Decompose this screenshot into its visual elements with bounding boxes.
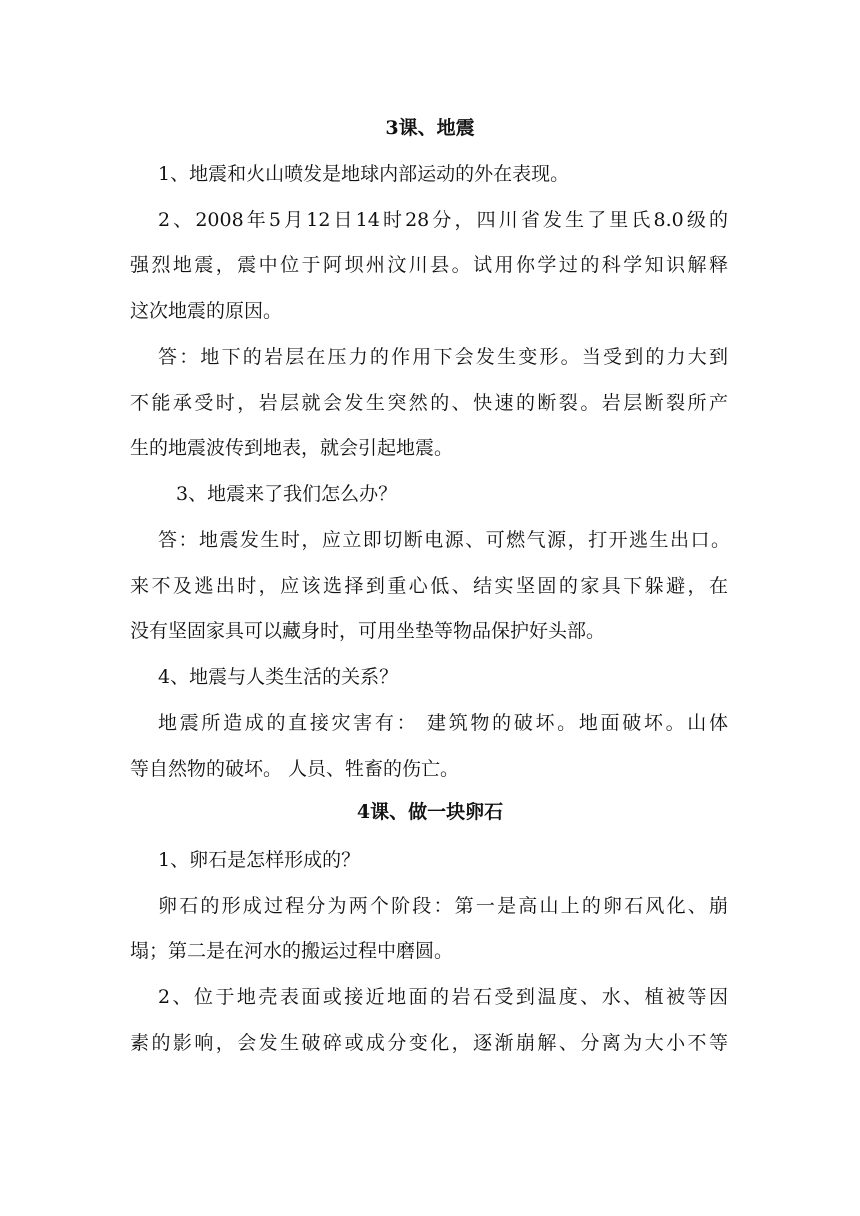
paragraph-line: 答：地下的岩层在压力的作用下会发生变形。当受到的力大到	[158, 346, 728, 368]
paragraph-line: 这次地震的原因。	[130, 300, 283, 322]
section-title-lesson-4: 4课、做一块卵石	[356, 801, 504, 823]
paragraph-line: 等自然物的破坏。 人员、牲畜的伤亡。	[130, 758, 460, 780]
paragraph-line: 强烈地震，震中位于阿坝州汶川县。试用你学过的科学知识解释	[130, 254, 728, 276]
paragraph-line: 2、位于地壳表面或接近地面的岩石受到温度、水、植被等因	[158, 986, 728, 1008]
section-title-lesson-3: 3课、地震	[385, 117, 475, 139]
paragraph-line: 塌；第二是在河水的搬运过程中磨圆。	[130, 940, 454, 962]
paragraph-line: 4、地震与人类生活的关系？	[158, 666, 399, 688]
paragraph-line: 3、地震来了我们怎么办？	[176, 483, 398, 505]
paragraph-line: 1、地震和火山喷发是地球内部运动的外在表现。	[158, 163, 570, 185]
paragraph-line: 素的影响，会发生破碎或成分变化，逐渐崩解、分离为大小不等	[130, 1032, 728, 1054]
paragraph-line: 2、2008年5月12日14时28分，四川省发生了里氏8.0级的	[158, 209, 728, 231]
paragraph-line: 不能承受时，岩层就会发生突然的、快速的断裂。岩层断裂所产	[130, 392, 728, 414]
paragraph-line: 卵石的形成过程分为两个阶段：第一是高山上的卵石风化、崩	[158, 895, 728, 917]
paragraph-line: 1、卵石是怎样形成的？	[158, 849, 361, 871]
paragraph-line: 没有坚固家具可以藏身时，可用坐垫等物品保护好头部。	[130, 620, 606, 642]
paragraph-line: 地震所造成的直接灾害有： 建筑物的破坏。地面破坏。山体	[158, 712, 728, 734]
paragraph-line: 答：地震发生时，应立即切断电源、可燃气源，打开逃生出口。	[158, 529, 730, 551]
paragraph-line: 来不及逃出时，应该选择到重心低、结实坚固的家具下躲避，在	[130, 575, 728, 597]
paragraph-line: 生的地震波传到地表，就会引起地震。	[130, 437, 454, 459]
